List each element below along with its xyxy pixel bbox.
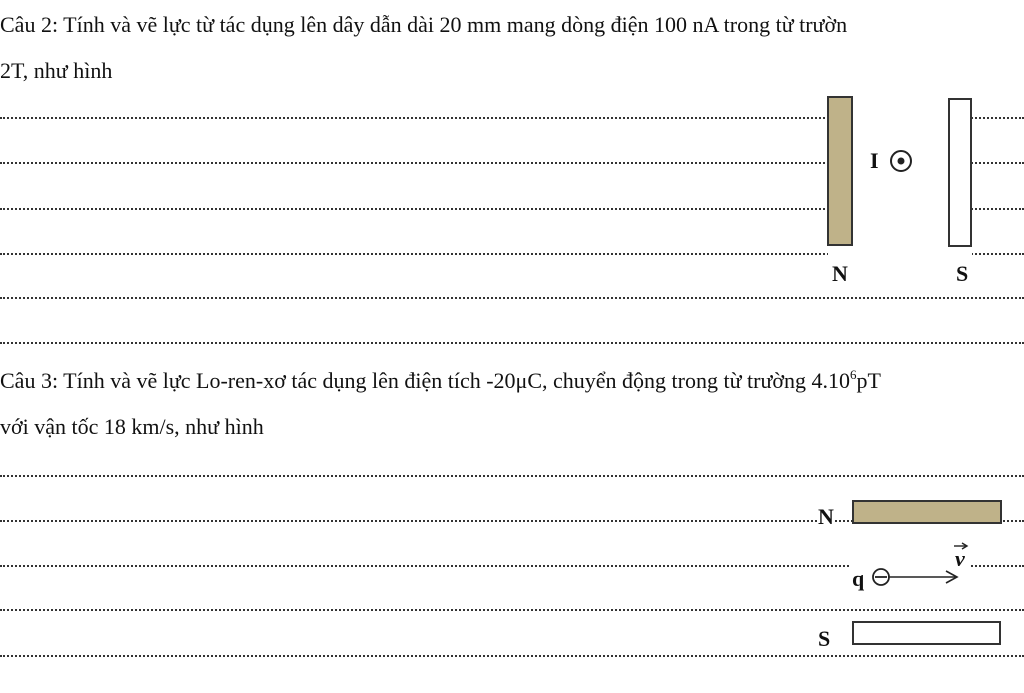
question2-text-line2: 2T, như hình bbox=[0, 58, 113, 83]
north-pole-magnet bbox=[827, 96, 853, 246]
south-pole-label: S bbox=[956, 261, 969, 286]
question3-text-line2: với vận tốc 18 km/s, như hình bbox=[0, 414, 264, 439]
velocity-label: v bbox=[955, 546, 965, 571]
north-pole-magnet bbox=[852, 500, 1002, 524]
question3-text-line1 bbox=[0, 367, 881, 393]
q3-exponent: 6 bbox=[850, 367, 857, 382]
q3-magnet-figure bbox=[800, 490, 1020, 660]
north-pole-label: N bbox=[832, 261, 848, 286]
charge-label: q bbox=[852, 566, 865, 591]
velocity-arrow-icon bbox=[888, 568, 960, 586]
answer-line bbox=[0, 475, 1024, 477]
answer-line bbox=[0, 297, 1024, 299]
q3-line1-before: Câu 3: Tính và vẽ lực Lo-ren-xơ tác dụng lên điện tích -20μC, chuyển động trong từ trường 4.10 bbox=[0, 368, 851, 393]
answer-line bbox=[0, 342, 1024, 344]
current-label: I bbox=[870, 148, 879, 173]
q2-magnet-figure bbox=[820, 90, 1020, 290]
south-pole-magnet bbox=[948, 98, 972, 247]
q3-line1-after: pT bbox=[856, 368, 881, 393]
south-pole-label: S bbox=[818, 626, 831, 651]
question2-text-line1: Câu 2: Tính và vẽ lực từ tác dụng lên dây dẫn dài 20 mm mang dòng điện 100 nA trong từ trườn bbox=[0, 12, 848, 37]
current-out-of-page-icon bbox=[888, 148, 914, 174]
south-pole-magnet bbox=[852, 621, 1001, 645]
north-pole-label: N bbox=[818, 504, 834, 529]
